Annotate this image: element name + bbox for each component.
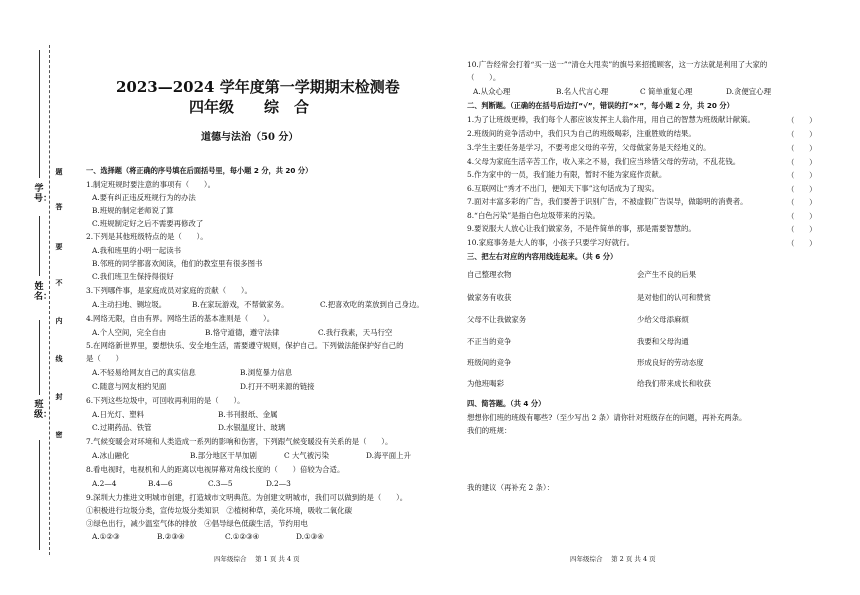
- judge-item: 8.“白色污染”是指白色垃圾带来的污染。: [467, 211, 600, 220]
- q2-stem: 2.下列是其他班级特点的是（ ）。: [86, 232, 208, 241]
- class-rules-answer-area[interactable]: [467, 438, 797, 478]
- q9-statement-2: ③绿色出行，减少温室气体的排放 ④倡导绿色低碳生活，节约用电: [86, 519, 308, 528]
- q5-stem-cont: 是（ ）: [86, 354, 123, 363]
- binding-char: 要: [55, 242, 63, 251]
- q9-option-d: D.①③④: [296, 532, 324, 541]
- answer-paren[interactable]: （ ）: [787, 130, 817, 139]
- q4-stem: 4.网络无限，自由有界。网络生活的基本准则是（ ）。: [86, 314, 275, 323]
- binding-char: 封: [55, 392, 63, 401]
- binding-char: 不: [55, 278, 63, 287]
- exam-grade: 四年级: [189, 98, 235, 116]
- q4-option-c: C.我行我素，天马行空: [318, 328, 393, 337]
- q8-option-d: D.2—3: [266, 479, 291, 488]
- q9-option-c: C.①②③④: [225, 532, 260, 541]
- exam-subject: 综 合: [264, 98, 310, 116]
- answer-paren[interactable]: （ ）: [787, 116, 817, 125]
- q6-stem: 6.下列这些垃圾中，可回收再利用的是（ ）。: [86, 396, 245, 405]
- judge-item: 10.家庭事务是大人的事，小孩子只要学习好就行。: [467, 238, 634, 247]
- q10-option-c: C 简单重复心理: [640, 87, 693, 96]
- match-right-item[interactable]: 我要和父母沟通: [637, 337, 689, 346]
- match-right-item[interactable]: 会产生不良的后果: [637, 270, 697, 279]
- q3-option-a: A.主动扫地、铡垃圾。: [92, 300, 167, 309]
- q2-option-b: B.邻班的同学都喜欢阅读，他们的教室里有很多图书: [92, 259, 263, 268]
- q3-option-c: C.把喜欢吃的菜放到自己身边。: [320, 300, 424, 309]
- footer-right: 四年级综合 第 2 页 共 4 页: [570, 555, 656, 563]
- judge-item: 7.面对丰富多彩的广告，我们要善于识别广告，不被虚假广告误导，做聪明的消费者。: [467, 197, 748, 206]
- name-label: 姓名：: [34, 282, 53, 302]
- q2-option-c: C.我们班卫生保持得很好: [92, 272, 174, 281]
- match-left-item[interactable]: 做家务有收获: [467, 293, 512, 302]
- judge-item: 2.班级间的竞争活动中，我们只为自己的班级喝彩，注重胜败的结果。: [467, 129, 696, 138]
- q1-option-c: C.班规制定好之后不需要再修改了: [92, 219, 204, 228]
- q5-option-b: B.浏览暴力信息: [240, 368, 293, 377]
- answer-paren[interactable]: （ ）: [787, 158, 817, 167]
- answer-paren[interactable]: （ ）: [787, 225, 817, 234]
- class-blank-lower: [39, 440, 40, 550]
- q7-option-a: A.冰山融化: [92, 451, 130, 460]
- class-rules-label: 我们的班规：: [467, 426, 512, 435]
- q4-option-a: A.个人空间，完全自由: [92, 328, 167, 337]
- q5-option-a: A.不轻易给网友自己的真实信息: [92, 368, 196, 377]
- binding-char: 题: [55, 167, 63, 176]
- match-right-item[interactable]: 是对他们的认可和赞赏: [637, 293, 711, 302]
- judge-item: 1.为了让班级更棒，我们每个人都应该发挥主人翁作用，用自己的智慧为班级献计献策。: [467, 115, 755, 124]
- q3-stem: 3.下列哪件事，是家庭成员对家庭的贡献（ ）。: [86, 286, 252, 295]
- answer-paren[interactable]: （ ）: [787, 212, 817, 221]
- answer-paren[interactable]: （ ）: [787, 171, 817, 180]
- q10-stem-cont: （ ）。: [467, 73, 501, 82]
- judge-item: 9.要说服大人放心让我们做家务，不是件简单的事，那是需要智慧的。: [467, 224, 696, 233]
- q8-option-a: A.2—4: [92, 479, 117, 488]
- match-left-item[interactable]: 班级间的竞争: [467, 358, 512, 367]
- q1-stem: 1.制定班规时要注意的事项有（ ）。: [86, 180, 215, 189]
- judge-item: 5.作为家中的一员，我们能力有限，暂时不能为家庭作贡献。: [467, 170, 667, 179]
- class-blank: [39, 320, 40, 395]
- footer-left: 四年级综合 第 1 页 共 4 页: [214, 555, 300, 563]
- q5-option-c: C.随意与网友相约见面: [92, 382, 167, 391]
- suggestion-label: 我的建议（再补充 2 条）：: [467, 483, 554, 492]
- q7-option-b: B.部分地区干旱加剧: [190, 451, 257, 460]
- q9-stem: 9.深圳大力推进文明城市创建，打造城市文明典范。为创建文明城市，我们可以做到的是（ ）。: [86, 493, 408, 502]
- exam-title: 2023—2024 学年度第一学期期末检测卷: [116, 78, 400, 96]
- q9-option-b: B.②③④: [157, 532, 185, 541]
- q4-option-b: B.恪守道德，遵守法律: [205, 328, 280, 337]
- judge-item: 4.父母为家庭生活辛苦工作，收入来之不易，我们应当珍惜父母的劳动，不乱花钱。: [467, 157, 741, 166]
- part1-heading: 一、选择题（将正确的序号填在后面括号里，每小题 2 分，共 20 分）: [86, 166, 313, 175]
- q8-stem: 8.看电视时，电视机和人的距离以电视屏幕对角线长度的（ ）倍较为合适。: [86, 465, 345, 474]
- q8-option-c: C.3—5: [208, 479, 233, 488]
- part3-heading: 三、把左右对应的内容用线连起来。（共 6 分）: [467, 252, 618, 261]
- part2-heading: 二、判断题。（正确的在括号后边打“√”，错误的打“×”，每小题 2 分，共 20 分）: [467, 101, 734, 110]
- match-right-item[interactable]: 少给父母添麻烦: [637, 315, 689, 324]
- q5-stem: 5.在网络新世界里，要想快乐、安全地生活，需要遵守规则，保护自己。下列做法能保护好自己的: [86, 341, 404, 350]
- binding-char: 答: [55, 202, 63, 211]
- match-left-item[interactable]: 为他班喝彩: [467, 379, 504, 388]
- match-right-item[interactable]: 形成良好的劳动态度: [637, 358, 704, 367]
- section-title: 道德与法治（50 分）: [201, 132, 299, 143]
- q2-option-a: A.我和班里的小明一起读书: [92, 246, 181, 255]
- q10-option-d: D.贪便宜心理: [726, 87, 771, 96]
- student-id-label: 学号：: [34, 184, 53, 204]
- answer-paren[interactable]: （ ）: [787, 185, 817, 194]
- q6-option-c: C.过期药品、铁管: [92, 423, 152, 432]
- q10-option-a: A.从众心理: [473, 87, 511, 96]
- q8-option-b: B.4—6: [148, 479, 173, 488]
- judge-item: 3.学生主要任务是学习，不要考虑父母的辛劳，父母做家务是天经地义的。: [467, 143, 711, 152]
- answer-paren[interactable]: （ ）: [787, 144, 817, 153]
- q7-option-c: C 大气被污染: [284, 451, 329, 460]
- q9-statement-1: ①积极进行垃圾分类，宣传垃圾分类知识 ②植树种草，美化环境，吸收二氧化碳: [86, 506, 353, 515]
- student-id-blank: [39, 50, 40, 178]
- part4-question: 想想你们班的班级有哪些?（至少写出 2 条）请你针对班级存在的问题，再补充两条。: [467, 413, 747, 422]
- q10-option-b: B.名人代言心理: [556, 87, 609, 96]
- part4-heading: 四、简答题。（共 4 分）: [467, 399, 546, 408]
- suggestion-answer-area[interactable]: [467, 495, 797, 545]
- q6-option-a: A.日光灯、塑料: [92, 410, 145, 419]
- match-left-item[interactable]: 不正当的竞争: [467, 337, 512, 346]
- answer-paren[interactable]: （ ）: [787, 239, 817, 248]
- q3-option-b: B.在家玩游戏，不帮做家务。: [192, 300, 289, 309]
- binding-char: 线: [55, 354, 63, 363]
- q7-stem: 7.气候变暖会对环境和人类造成一系列的影响和伤害，下列跟气候变暖没有关系的是（ ）。: [86, 437, 393, 446]
- binding-char: 内: [55, 316, 63, 325]
- q5-option-d: D.打开不明来源的链接: [240, 382, 315, 391]
- q7-option-d: D.海平面上升: [366, 451, 411, 460]
- judge-item: 6.互联网让“秀才不出门，便知天下事”这句话成为了现实。: [467, 184, 659, 193]
- q9-option-a: A.①②③: [92, 532, 120, 541]
- class-label: 班级：: [34, 400, 53, 420]
- match-left-item[interactable]: 自己整理衣物: [467, 270, 512, 279]
- q6-option-b: B.书刊报纸、金属: [218, 410, 278, 419]
- name-blank: [39, 216, 40, 276]
- q1-option-b: B.班规的制定老师说了算: [92, 206, 174, 215]
- binding-char: 密: [55, 430, 63, 439]
- q10-stem: 10.广告经常会打着“买一送一”“清仓大甩卖”的旗号来招揽顾客，这一方法就是利用了大家的: [467, 60, 768, 69]
- match-right-item[interactable]: 给我们带来成长和收获: [637, 379, 711, 388]
- answer-paren[interactable]: （ ）: [787, 198, 817, 207]
- q6-option-d: D.水银温度计、玻璃: [218, 423, 286, 432]
- match-left-item[interactable]: 父母不让我做家务: [467, 315, 527, 324]
- q1-option-a: A.要有纠正违反班规行为的办法: [92, 193, 196, 202]
